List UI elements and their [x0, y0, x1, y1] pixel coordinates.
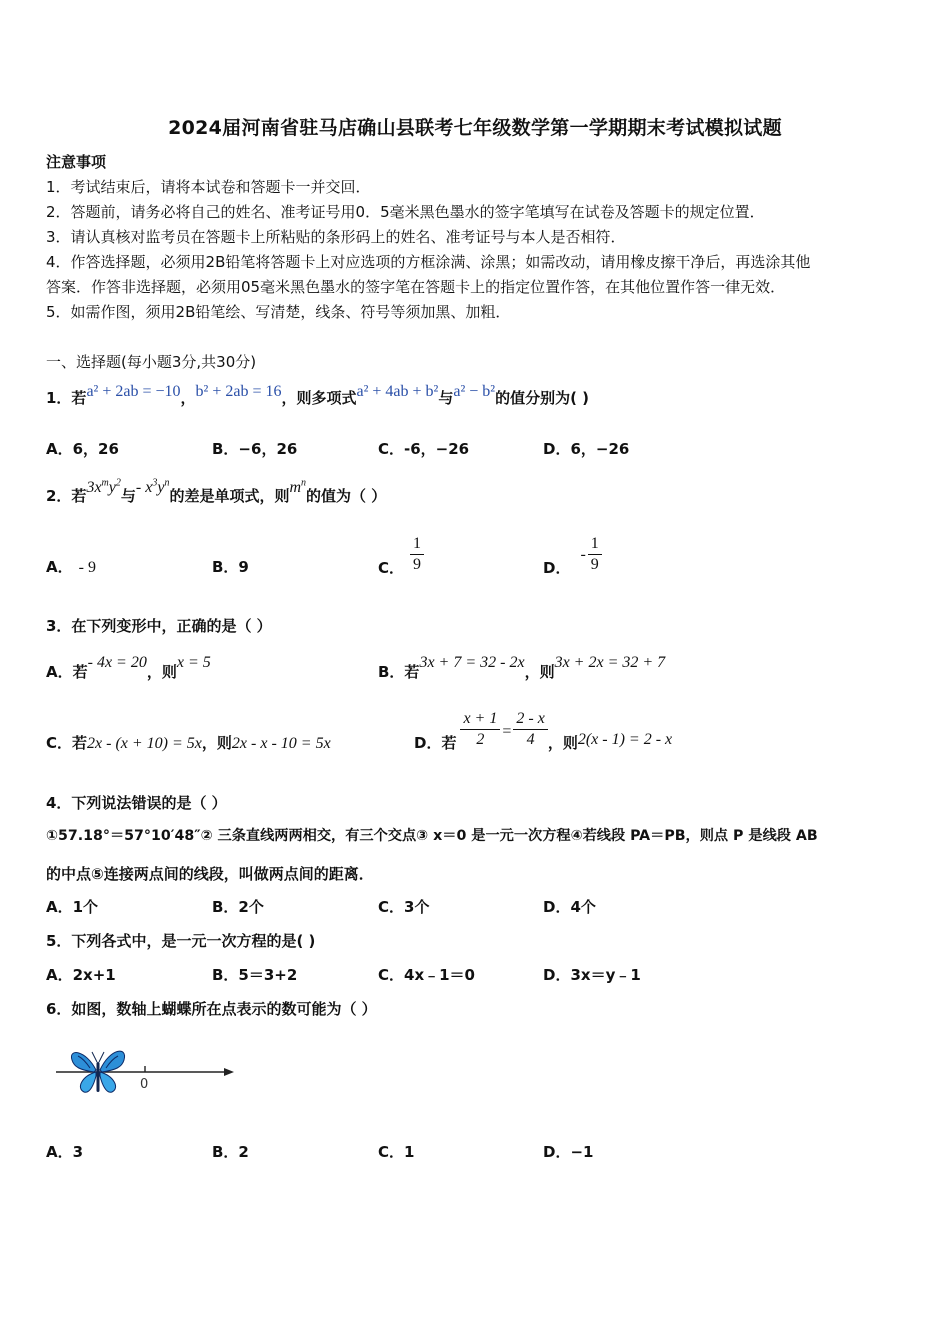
q3-d-expr-2: 2(x - 1) = 2 - x	[577, 731, 673, 748]
q1-expr-2: b² + 2ab = 16	[195, 383, 282, 400]
q1-option-d: D．6，−26	[543, 440, 630, 458]
q2-d-numerator: 1	[588, 534, 602, 555]
q2-option-a-value: - 9	[78, 559, 96, 576]
q6-option-c: C．1	[378, 1143, 415, 1161]
q4-statements-line-2: 的中点⑤连接两点间的线段，叫做两点间的距离．	[46, 865, 374, 883]
q3-d-fraction-1	[460, 709, 500, 750]
q2-mid: 的差是单项式，则	[169, 487, 290, 505]
q2-e1-base: 3x	[86, 479, 102, 496]
q2-option-b: B．9	[212, 558, 249, 576]
q2-e3-exp-n: n	[301, 477, 307, 489]
q3-d-numerator-2: 2 - x	[513, 709, 547, 730]
q2-e1-exp-2: 2	[115, 477, 121, 489]
notice-item-1: 1．考试结束后，请将本试卷和答题卡一并交回．	[46, 178, 371, 196]
q4-option-a: A．1个	[46, 898, 99, 916]
q6-option-d: D．−1	[543, 1143, 594, 1161]
notice-item-5: 5．如需作图，须用2B铅笔绘、写清楚，线条、符号等须加黑、加粗．	[46, 303, 511, 321]
q3-d-denominator-1: 2	[476, 731, 485, 748]
q3-b-expr-2: 3x + 2x = 32 + 7	[554, 654, 666, 671]
q3-a-then: ，则	[146, 663, 177, 681]
q2-option-d-label: D．	[543, 559, 571, 577]
q1-sep: ，	[180, 389, 196, 407]
question-3: 3．在下列变形中，正确的是（ ）	[46, 617, 272, 635]
q1-expr-4: a² − b²	[453, 383, 496, 400]
q1-option-c: C．-6，−26	[378, 440, 470, 458]
q2-e3-base: m	[289, 479, 302, 496]
q6-option-b: B．2	[212, 1143, 249, 1161]
q3-d-fraction-2	[513, 709, 547, 750]
q3-a-expr-1: - 4x = 20	[87, 654, 147, 671]
q2-expr-3	[289, 479, 306, 496]
q4-statements-line-1: ①57.18°＝57°10′48″② 三条直线两两相交，有三个交点③ x＝0 是一元一次方程④若线段 PA＝PB，则点 P 是线段 AB	[46, 828, 818, 844]
q2-option-a	[46, 557, 96, 578]
page-title: 2024届河南省驻马店确山县联考七年级数学第一学期期末考试模拟试题	[168, 117, 782, 139]
q3-c-then: ，则	[201, 734, 232, 752]
q3-option-d	[414, 709, 672, 750]
q2-c-numerator: 1	[410, 534, 424, 555]
q5-option-a: A．2x+1	[46, 966, 116, 984]
q2-e1-exp-m: m	[101, 477, 109, 489]
q3-d-then: ，则	[547, 734, 578, 752]
q3-b-prefix: B．若	[378, 663, 420, 681]
q2-d-denominator: 9	[590, 556, 599, 573]
q2-option-a-label: A．	[46, 558, 73, 576]
q1-expr-1: a² + 2ab = −10	[86, 383, 181, 400]
q3-a-prefix: A．若	[46, 663, 88, 681]
q4-option-c: C．3个	[378, 898, 430, 916]
question-5: 5．下列各式中，是一元一次方程的是( )	[46, 932, 316, 950]
q1-option-b: B．−6，26	[212, 440, 298, 458]
q2-option-d	[543, 534, 602, 575]
q2-yu: 与	[120, 487, 136, 505]
q3-a-expr-2: x = 5	[176, 654, 211, 671]
q2-e1-y: y	[108, 479, 116, 496]
q2-e2-exp-n: n	[164, 477, 170, 489]
number-line-figure	[50, 1040, 240, 1100]
q2-e2-base: - x	[135, 479, 153, 496]
q3-option-a	[46, 654, 211, 683]
q1-yu: 与	[438, 389, 454, 407]
q2-option-d-fraction	[588, 534, 602, 575]
q1-suffix: 的值分别为( )	[495, 389, 590, 407]
q4-option-d: D．4个	[543, 898, 596, 916]
q3-c-expr-2: 2x - x - 10 = 5x	[231, 735, 331, 752]
q1-mid: ，则多项式	[281, 389, 357, 407]
question-1	[46, 383, 590, 409]
section-heading: 一、选择题(每小题3分,共30分)	[46, 353, 257, 371]
question-6: 6．如图，数轴上蝴蝶所在点表示的数可能为（ ）	[46, 1000, 377, 1018]
q3-d-equals: =	[502, 723, 512, 740]
q3-c-prefix: C．若	[46, 734, 88, 752]
q2-expr-2	[136, 479, 170, 496]
q3-option-b	[378, 654, 666, 683]
q2-option-c	[378, 534, 424, 575]
q5-option-c: C．4x﹣1＝0	[378, 966, 475, 984]
q6-option-a: A．3	[46, 1143, 84, 1161]
notice-item-3: 3．请认真核对监考员在答题卡上所粘贴的条形码上的姓名、准考证号与本人是否相符．	[46, 228, 626, 246]
q1-option-a: A．6，26	[46, 440, 119, 458]
q1-prefix: 1．若	[46, 389, 87, 407]
q2-expr-1	[86, 479, 120, 496]
notice-item-2: 2．答题前，请务必将自己的姓名、准考证号用0．5毫米黑色墨水的签字笔填写在试卷及答题卡的规定位置．	[46, 203, 765, 221]
q4-option-b: B．2个	[212, 898, 264, 916]
q2-c-denominator: 9	[413, 556, 422, 573]
q3-option-c	[46, 733, 331, 754]
question-2	[46, 477, 387, 507]
q3-d-denominator-2: 4	[526, 731, 535, 748]
q3-d-prefix: D．若	[414, 734, 457, 752]
q2-prefix: 2．若	[46, 487, 87, 505]
q1-expr-3: a² + 4ab + b²	[356, 383, 439, 400]
q3-b-expr-1: 3x + 7 = 32 - 2x	[419, 654, 525, 671]
number-line-arrow	[224, 1068, 234, 1076]
q5-option-b: B．5＝3+2	[212, 966, 298, 984]
q3-d-numerator-1: x + 1	[460, 709, 500, 730]
q3-c-expr-1: 2x - (x + 10) = 5x	[87, 735, 202, 752]
question-4: 4．下列说法错误的是（ ）	[46, 794, 227, 812]
q5-option-d: D．3x＝y﹣1	[543, 966, 641, 984]
q2-option-c-fraction	[410, 534, 424, 575]
q2-suffix: 的值为（ ）	[306, 487, 387, 505]
q3-b-then: ，则	[524, 663, 555, 681]
notice-heading: 注意事项	[46, 153, 107, 171]
notice-item-4: 4．作答选择题，必须用2B铅笔将答题卡上对应选项的方框涂满、涂黑；如需改动，请用橡皮擦干净后，再选涂其他	[46, 253, 811, 271]
q2-d-sign: -	[580, 546, 586, 563]
q2-e2-exp-3: 3	[152, 477, 158, 489]
q2-e2-y: y	[157, 479, 165, 496]
number-line-zero-label: 0	[140, 1077, 149, 1092]
q2-option-c-label: C．	[378, 559, 405, 577]
notice-item-4-cont: 答案．作答非选择题，必须用05毫米黑色墨水的签字笔在答题卡上的指定位置作答，在其他位置作答一律无效．	[46, 278, 786, 296]
